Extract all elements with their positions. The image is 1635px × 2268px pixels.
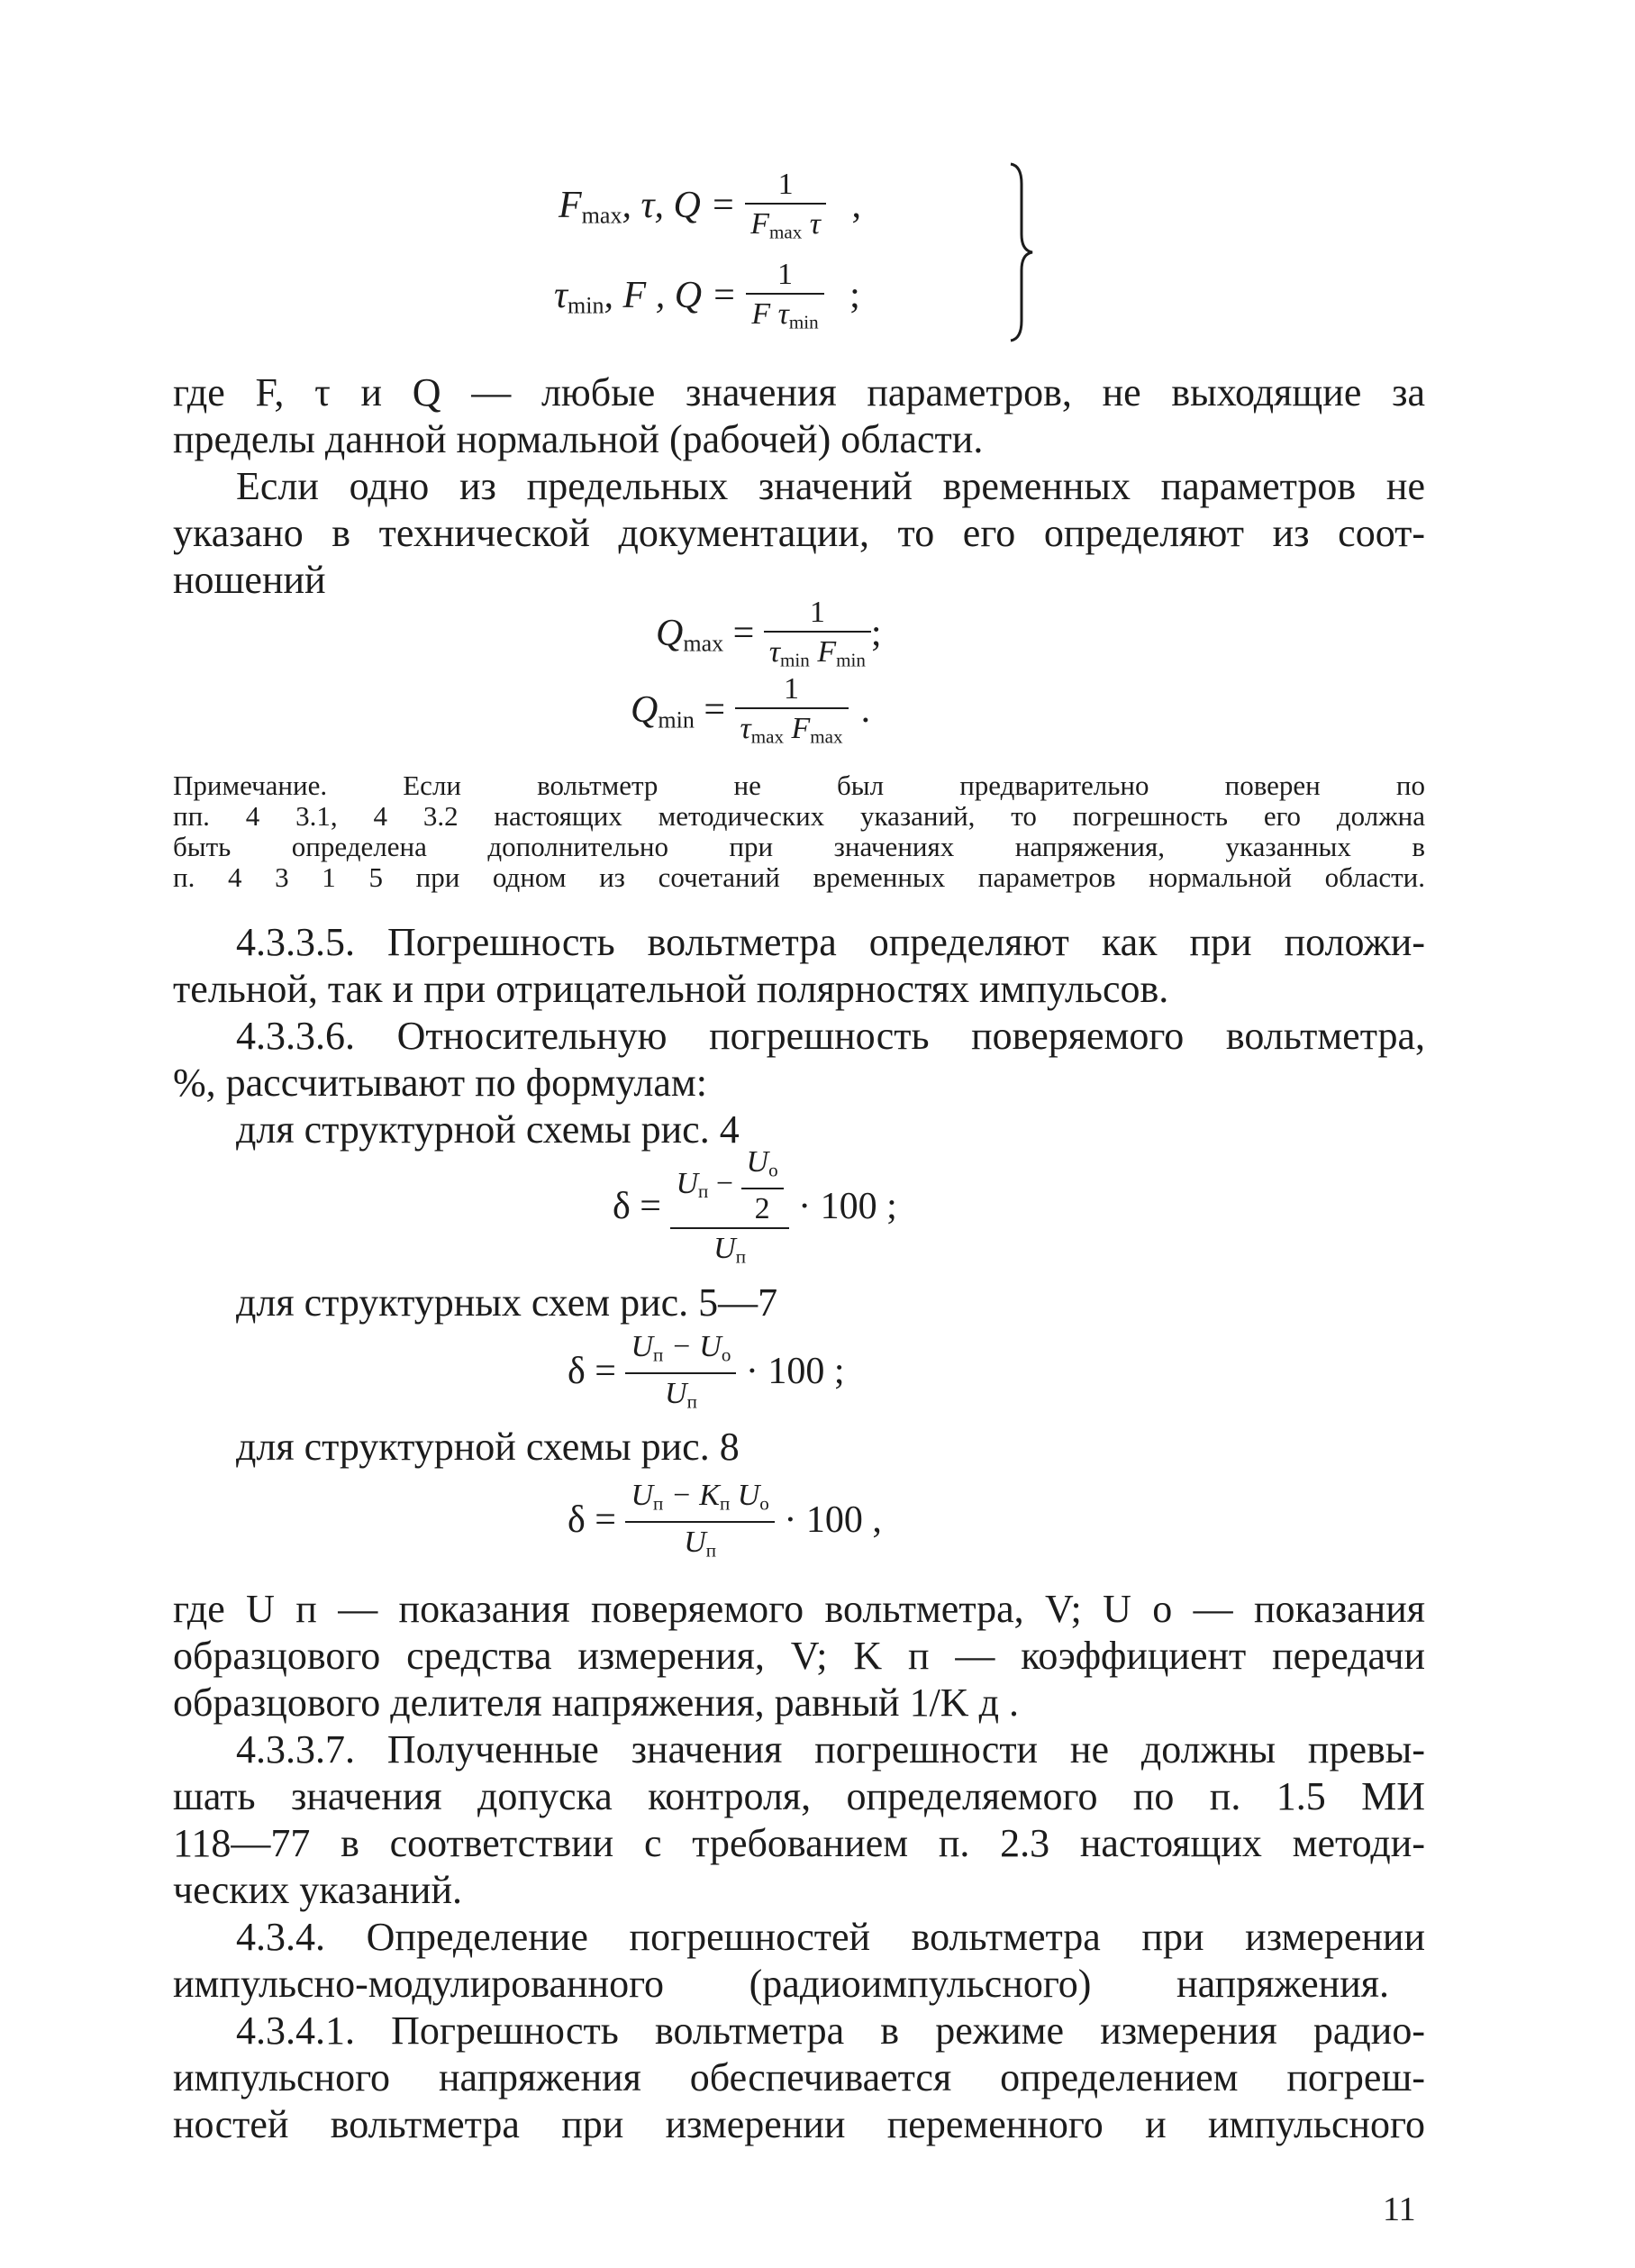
para-if-1: Если одно из предельных значений временных параметров не: [236, 464, 1425, 508]
para-4337-2: шать значения допуска контроля, определяемого по п. 1.5 МИ: [173, 1774, 1425, 1818]
formula-case-1: δ = $U_п$ − $\frac{U_о}{2}$ $U_п$ · 100 ;: [613, 1144, 897, 1275]
right-brace-icon: [1007, 162, 1034, 342]
para-434-1: 4.3.4. Определение погрешностей вольтметра при измерении: [236, 1915, 1425, 1959]
para-where-u-1: где U п — показания поверяемого вольтметра, V; U о — показания: [173, 1587, 1425, 1631]
para-if-3: ношений: [173, 558, 326, 602]
para-4335-2: тельной, так и при отрицательной полярностях импульсов.: [173, 967, 1169, 1011]
note-line-1: Примечание. Если вольтметр не был предварительно поверен по: [173, 770, 1425, 801]
page-number: 11: [1383, 2191, 1416, 2228]
para-where-u-3: образцового делителя напряжения, равный 1/K д .: [173, 1681, 1019, 1725]
case-2-label: для структурных схем рис. 5—7: [236, 1280, 778, 1325]
formula-qmax: $Q_{max}$ = $\frac{1}{\tau_{min} F_{min}}$ ;: [656, 595, 882, 678]
note-line-4: п. 4 3 1 5 при одном из сочетаний временных параметров нормальной области.: [173, 861, 1425, 893]
para-4335-1: 4.3.3.5. Погрешность вольтметра определяют как при положи-: [236, 920, 1425, 964]
para-434-2: импульсно-модулированного (радиоимпульсного) напряжения.: [173, 1962, 1389, 2006]
formula-fmax: $F_{max}$, τ, Q = $\frac{1}{F_{max} \tau}$ ,: [559, 167, 861, 250]
case-3-label: для структурной схемы рис. 8: [236, 1425, 740, 1469]
para-4337-4: ческих указаний.: [173, 1868, 462, 1912]
para-where-2: пределы данной нормальной (рабочей) области.: [173, 417, 984, 461]
para-4341-1: 4.3.4.1. Погрешность вольтметра в режиме измерения радио-: [236, 2008, 1425, 2053]
formula-case-2: δ = $\frac{U_п - U_о}{U_п}$ · 100 ;: [568, 1329, 845, 1420]
para-if-2: указано в технической документации, то его определяют из соот-: [173, 511, 1425, 555]
note-line-3: быть определена дополнительно при значениях напряжения, указанных в: [173, 831, 1425, 862]
formula-qmin: $Q_{min}$ = $\frac{1}{\tau_{max} F_{max}}$ .: [631, 671, 870, 754]
para-4336-1: 4.3.3.6. Относительную погрешность поверяемого вольтметра,: [236, 1014, 1425, 1058]
formula-case-3: δ = $\frac{U_п - K_п U_о}{U_п}$ · 100 ,: [568, 1478, 882, 1569]
para-where-u-2: образцового средства измерения, V; K п — коэффициент передачи: [173, 1634, 1425, 1678]
para-4337-3: 118—77 в соответствии с требованием п. 2.3 настоящих методи-: [173, 1821, 1425, 1865]
note-line-2: пп. 4 3.1, 4 3.2 настоящих методических указаний, то погрешность его должна: [173, 800, 1425, 832]
para-4336-2: %, рассчитывают по формулам:: [173, 1061, 707, 1105]
para-4337-1: 4.3.3.7. Полученные значения погрешности не должны превы-: [236, 1727, 1425, 1772]
case-1-label: для структурной схемы рис. 4: [236, 1107, 740, 1152]
para-4341-2: импульсного напряжения обеспечивается определением погреш-: [173, 2055, 1425, 2099]
formula-tmin: $\tau_{min}$, F , Q = $\frac{1}{F \tau_{min}}$ ;: [554, 257, 860, 340]
para-where-1: где F, τ и Q — любые значения параметров, не выходящие за: [173, 370, 1425, 414]
para-4341-3: ностей вольтметра при измерении переменного и импульсного: [173, 2102, 1425, 2146]
